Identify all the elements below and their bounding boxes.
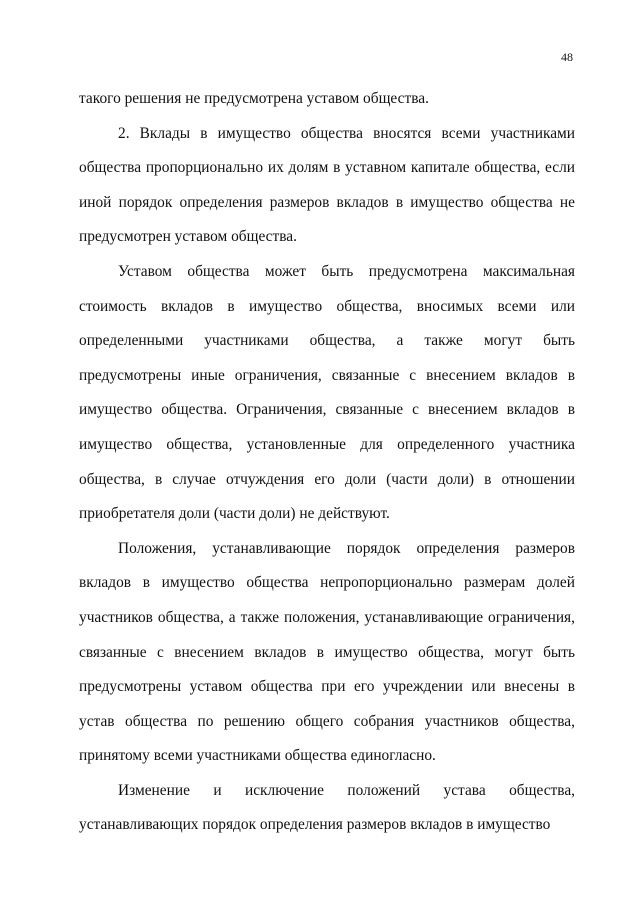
- paragraph-continuation: такого решения не предусмотрена уставом общества.: [79, 90, 429, 107]
- paragraph-charter-limits: Уставом общества может быть предусмотрена максимальная стоимость вкладов в имущество общества, вносимых всеми или определенными участниками общества, а также могут быть предусмотрены иные ограничения, связанные с внесением вкладов в имущество общества. Ограничения, связанные с внесением вкладов в имущество общества, установленные для определенного участника общества, в случае отчуждения его доли (части доли) в отношении приобретателя доли (части доли) не действуют.: [79, 262, 575, 523]
- page-number: 48: [561, 50, 573, 64]
- paragraph-provisions: Положения, устанавливающие порядок определения размеров вкладов в имущество общества непропорционально размерам долей участников общества, а также положения, устанавливающие ограничения, связанные с внесением вкладов в имущество общества, могут быть предусмотрены уставом общества при его учреждении или внесены в устав общества по решению общего собрания участников общества, принятому всеми участниками общества единогласно.: [79, 539, 575, 765]
- document-body: [79, 82, 575, 843]
- paragraph-contributions: 2. Вклады в имущество общества вносятся всеми участниками общества пропорционально их долям в уставном капитале общества, если иной порядок определения размеров вкладов в имущество общества не предусмотрен уставом общества.: [79, 124, 575, 246]
- paragraph-amendment: Изменение и исключение положений устава общества, устанавливающих порядок определения размеров вкладов в имущество: [79, 781, 575, 834]
